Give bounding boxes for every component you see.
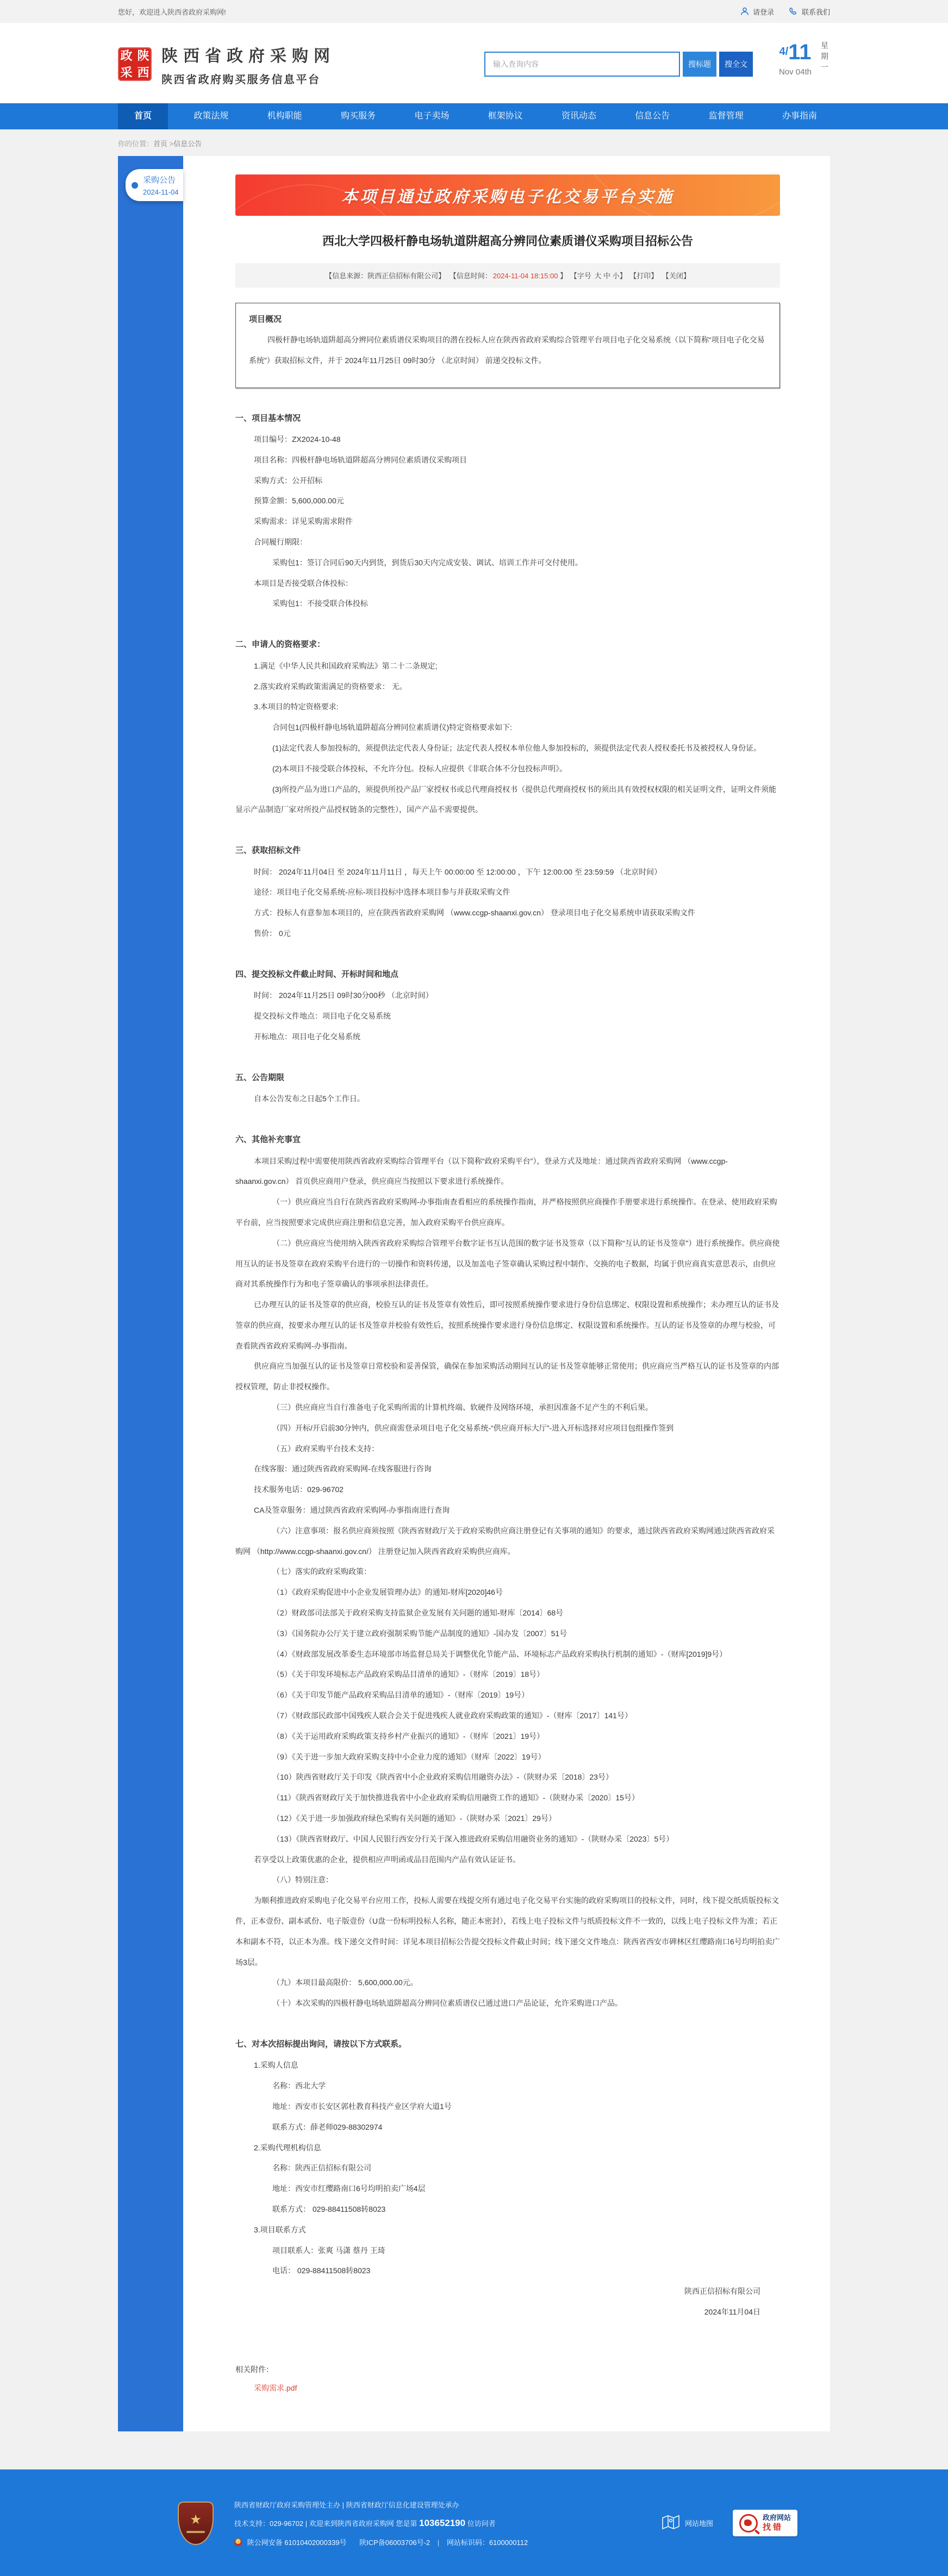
content-line: 时间： 2024年11月04日 至 2024年11月11日 ，每天上午 00:00:00 至 12:00:00 ，下午 12:00:00 至 23:59:59 （北京时间） bbox=[254, 867, 662, 876]
content-line: (3)所投产品为进口产品的，须提供所投产品厂家授权书或总代理商授权书（提供总代理商授权书的须出具有效授权权限的相关证明文件，证明文件须能显示产品制造厂家对所投产品授权链条的完整性），国产产品不需要提供。 bbox=[235, 784, 777, 814]
public-security-badge-icon bbox=[234, 2538, 242, 2546]
search-fulltext-button[interactable]: 搜全文 bbox=[719, 52, 753, 77]
breadcrumb-home-link[interactable]: 首页 bbox=[153, 140, 168, 148]
content-line: 项目名称：四极杆静电场轨道阱超高分辨同位素质谱仪采购项目 bbox=[254, 455, 467, 464]
attachments-section bbox=[235, 2364, 780, 2393]
category-tag-title: 采购公告 bbox=[143, 176, 176, 185]
section-heading: 七、对本次招标提出询问，请按以下方式联系。 bbox=[235, 2039, 407, 2049]
section-heading: 五、公告期限 bbox=[235, 1072, 285, 1082]
content-line: （1）《政府采购促进中小企业发展管理办法》的通知-财库[2020]46号 bbox=[272, 1588, 503, 1597]
footer-organizer-line: 陕西省财政厅政府采购管理处主办 | 陕西省财政厅信息化建设管理处承办 bbox=[234, 2500, 459, 2509]
content-line: （12）《关于进一步加强政府绿色采购有关问题的通知》-（陕财办采〔2021〕29号） bbox=[272, 1814, 556, 1823]
content-line: （四）开标/开启前30分钟内，供应商需登录项目电子化交易系统-“供应商开标大厅”-进入开标选择对应项目包组操作签到 bbox=[272, 1423, 674, 1432]
content-line: 联系方式：薛老师029-88302974 bbox=[272, 2122, 383, 2131]
section-heading: 三、获取招标文件 bbox=[235, 846, 301, 856]
visitor-count: 103652190 bbox=[419, 2517, 466, 2528]
meta-font-suffix: 】 bbox=[619, 272, 627, 280]
content-line: （五）政府采购平台技术支持： bbox=[272, 1444, 379, 1453]
content-line: 为顺利推进政府采购电子化交易平台应用工作，投标人需要在线提交所有通过电子化交易平台实施的政府采购项目的投标文件，同时，线下提交纸质版投标文件，正本壹份、副本贰份、电子版壹份（U盘一份标明投标人名称，随正本密封），若线上电子投标文件与纸质投标文件不一致的，以线上电子投标文件为准；若正本和副本不符，以正本为准。线下递交文件时间：详见本项目招标公告提交投标文件截止时间；线下递交文件地点：陕西省西安市碑林区红缨路南口6号均明拍卖广场3层。 bbox=[235, 1896, 780, 1967]
section-heading: 六、其他补充事宜 bbox=[235, 1135, 301, 1145]
date-english: Nov 04th bbox=[778, 67, 812, 77]
search-title-button[interactable]: 搜标题 bbox=[683, 52, 716, 77]
print-button[interactable]: 【打印】 bbox=[629, 272, 658, 280]
logo-char: 政 bbox=[120, 48, 133, 63]
content-line: 2024年11月04日 bbox=[704, 2307, 760, 2317]
project-overview-box bbox=[235, 303, 780, 388]
content-line: （4）《财政部发展改革委生态环境部市场监督总局关于调整优化节能产品、环境标志产品政府采购执行机制的通知》-（财库[2019]9号） bbox=[272, 1649, 727, 1658]
nav-item-1[interactable]: 政策法规 bbox=[194, 111, 229, 121]
category-sidebar bbox=[118, 156, 183, 2431]
date-day: 11 bbox=[788, 40, 812, 64]
nav-item-9[interactable]: 办事指南 bbox=[782, 111, 817, 121]
content-line: 采购包1：签订合同后90天内到货，到货后30天内完成安装、调试、培训工作并可交付使用。 bbox=[272, 558, 583, 567]
section-heading: 四、提交投标文件截止时间、开标时间和地点 bbox=[235, 969, 399, 979]
content-line: CA及签章服务：通过陕西省政府采购网-办事指南进行查询 bbox=[254, 1506, 450, 1515]
site-header bbox=[0, 23, 948, 103]
gov-site-badge-line2: 找错 bbox=[762, 2522, 783, 2532]
content-line: （10）陕西省财政厅关于印发《陕西省中小企业政府采购信用融资办法》-（陕财办采〔2018〕23号） bbox=[272, 1773, 613, 1782]
content-line: 3.本项目的特定资格要求: bbox=[254, 702, 339, 712]
content-line: 技术服务电话：029-96702 bbox=[254, 1485, 344, 1494]
content-line: 在线客服：通过陕西省政府采购网-在线客服进行咨询 bbox=[254, 1464, 432, 1474]
nav-item-5[interactable]: 框架协议 bbox=[488, 111, 523, 121]
nav-item-7[interactable]: 信息公告 bbox=[635, 111, 670, 121]
meta-time-value: 2024-11-04 18:15:00 bbox=[492, 272, 558, 280]
gov-site-error-report-badge[interactable] bbox=[733, 2510, 797, 2536]
content-line: （7）《财政部民政部中国残疾人联合会关于促进残疾人就业政府采购政策的通知》-（财库〔2017〕141号） bbox=[272, 1711, 632, 1720]
gov-site-badge-line1: 政府网站 bbox=[762, 2513, 791, 2522]
content-line: 方式：投标人有意参加本项目的，应在陕西省政府采购网 （www.ccgp-shaanxi.gov.cn） 登录项目电子化交易系统申请获取采购文件 bbox=[254, 908, 695, 918]
content-line: （八）特别注意： bbox=[272, 1875, 333, 1885]
nav-item-2[interactable]: 机构职能 bbox=[267, 111, 302, 121]
emblem-star-icon: ★ bbox=[190, 2512, 202, 2527]
attachment-pdf-link[interactable]: 采购需求.pdf bbox=[254, 2383, 297, 2392]
font-size-small-button[interactable]: 小 bbox=[612, 272, 620, 280]
content-line: 本项目是否接受联合体投标： bbox=[254, 578, 353, 588]
logo-char: 西 bbox=[137, 65, 149, 79]
meta-font-label: 【字号 bbox=[570, 272, 594, 280]
content-line: 3.项目联系方式 bbox=[254, 2225, 306, 2234]
nav-item-0[interactable]: 首页 bbox=[118, 103, 168, 129]
content-line: 地址：西安市长安区郭杜教育科技产业区学府大道1号 bbox=[272, 2102, 452, 2111]
weekday-label: 星期一 bbox=[820, 41, 829, 74]
breadcrumb-label: 你的位置： bbox=[118, 140, 154, 148]
category-tag[interactable] bbox=[126, 169, 183, 201]
content-line: （8）《关于运用政府采购政策支持乡村产业振兴的通知》-（财库〔2021〕19号） bbox=[272, 1731, 545, 1741]
content-line: 电话： 029-88411508转8023 bbox=[272, 2266, 371, 2275]
content-line: （9）《关于进一步加大政府采购支持中小企业力度的通知》（财库〔2022〕19号） bbox=[272, 1752, 546, 1761]
login-label: 请登录 bbox=[752, 8, 774, 16]
nav-item-8[interactable]: 监督管理 bbox=[708, 111, 744, 121]
content-line: （七）落实的政府采购政策： bbox=[272, 1567, 371, 1576]
meta-time-label: 【信息时间： bbox=[449, 272, 492, 280]
project-overview-title: 项目概况 bbox=[249, 315, 282, 324]
search-input[interactable] bbox=[484, 52, 680, 77]
logo-char: 陕 bbox=[137, 48, 149, 63]
content-line: 名称：陕西正信招标有限公司 bbox=[272, 2163, 371, 2173]
main-nav bbox=[0, 103, 948, 129]
footer-record-line bbox=[234, 2537, 662, 2547]
logo-char: 采 bbox=[120, 65, 133, 79]
content-line: （三）供应商应当自行准备电子化采购所需的计算机终端、软硬件及网络环境，承担因准备不足产生的不利后果。 bbox=[272, 1403, 653, 1412]
content-line: 自本公告发布之日起5个工作日。 bbox=[254, 1094, 365, 1103]
content-line: 陕西正信招标有限公司 bbox=[684, 2287, 760, 2296]
content-line: （六）注意事项：报名供应商须按照《陕西省财政厅关于政府采购供应商注册登记有关事项的通知》的要求，通过陕西省政府采购网通过陕西省政府采购网 （http://www.ccgp-shaanxi.gov.cn/） 注册登记加入陕西省政府采购供应商库。 bbox=[235, 1526, 775, 1556]
content-line: 预算金额：5,600,000.00元 bbox=[254, 496, 344, 506]
site-name: 陕西省政府采购网 bbox=[161, 47, 335, 65]
login-link[interactable] bbox=[740, 7, 774, 17]
meta-source: 【信息来源：陕西正信招标有限公司】 bbox=[325, 272, 446, 280]
footer-support-suffix: 位访问者 bbox=[465, 2519, 496, 2528]
content-line: 途径：项目电子化交易系统-应标-项目投标中选择本项目参与并获取采购文件 bbox=[254, 888, 510, 897]
map-icon bbox=[662, 2515, 679, 2531]
content-line: （一）供应商应当自行在陕西省政府采购网-办事指南查看相应的系统操作指南，并严格按照供应商操作手册要求进行系统操作。在登录、使用政府采购平台前，应当按照要求完成供应商注册和信息完善，加入政府采购平台供应商库。 bbox=[235, 1197, 777, 1227]
content-line: 采购包1：不接受联合体投标 bbox=[272, 599, 368, 608]
content-line: 名称：西北大学 bbox=[272, 2081, 326, 2091]
content-card bbox=[118, 156, 830, 2431]
font-size-medium-button[interactable]: 中 bbox=[603, 272, 610, 280]
platform-banner-text: 本项目通过政府采购电子化交易平台实施 bbox=[341, 188, 674, 206]
breadcrumb-separator: > bbox=[167, 140, 174, 148]
content-line: 时间： 2024年11月25日 09时30分00秒 （北京时间） bbox=[254, 991, 433, 1000]
attachments-label: 相关附件： bbox=[235, 2365, 273, 2374]
content-line: 地址：西安市红缨路南口6号均明拍卖广场4层 bbox=[272, 2184, 426, 2193]
content-line: 供应商应当加强互认的证书及签章日常校验和妥善保管，确保在参加采购活动期间互认的证书及签章能够正常使用；供应商应当严格互认的证书及签章的内部授权管理，防止非授权操作。 bbox=[235, 1362, 779, 1392]
nav-item-3[interactable]: 购买服务 bbox=[340, 111, 376, 121]
content-line: （13）《陕西省财政厅、中国人民银行西安分行关于深入推进政府采购信用融资业务的通知》-（陕财办采〔2023〕5号） bbox=[272, 1834, 674, 1843]
content-line: 合同履行期限： bbox=[254, 538, 307, 547]
emblem-bar bbox=[186, 2531, 205, 2533]
article-meta-bar bbox=[235, 263, 780, 288]
content-line: 采购需求：详见采购需求附件 bbox=[254, 517, 353, 526]
topbar bbox=[0, 0, 948, 23]
project-overview-text: 四极杆静电场轨道阱超高分辨同位素质谱仪采购项目的潜在投标人应在陕西省政府采购综合管理平台项目电子化交易系统（以下简称“项目电子化交易系统”）获取招标文件，并于 2024年11月25日 09时30分 （北京时间） 前递交投标文件。 bbox=[249, 335, 765, 365]
content-line: （二）供应商应当使用纳入陕西省政府采购综合管理平台数字证书互认范围的数字证书及签章（以下简称“互认的证书及签章”）进行系统操作。供应商使用互认的证书及签章在政府采购平台进行的一切操作和资料传递，以及加盖电子签章确认采购过程中制作、交换的电子数据，均属于供应商真实意思表示，由供应商对其系统操作行为和电子签章确认的事项承担法律责任。 bbox=[235, 1238, 780, 1289]
content-line: 合同包1(四极杆静电场轨道阱超高分辨同位素质谱仪)特定资格要求如下: bbox=[272, 723, 512, 732]
content-line: （5）《关于印发环境标志产品政府采购品目清单的通知》-（财库〔2019〕18号） bbox=[272, 1670, 545, 1679]
gov-site-error-logo-icon bbox=[739, 2514, 758, 2533]
footer-separator: | bbox=[437, 2538, 440, 2547]
platform-banner bbox=[235, 174, 780, 216]
gongan-record-link[interactable]: 陕公网安备 61010402000339号 bbox=[247, 2538, 347, 2547]
content-line: 1.采购人信息 bbox=[254, 2061, 298, 2070]
article-body bbox=[235, 408, 780, 2323]
site-subtitle: 陕西省政府购买服务信息平台 bbox=[161, 73, 321, 86]
footer-support-line bbox=[234, 2518, 662, 2529]
category-tag-date: 2024-11-04 bbox=[143, 188, 179, 196]
content-line: (1)法定代表人参加投标的，须提供法定代表人身份证；法定代表人授权本单位他人参加投标的，须提供法定代表人授权委托书及被授权人身份证。 bbox=[272, 743, 762, 752]
content-line: 已办理互认的证书及签章的供应商，校验互认的证书及签章有效性后，即可按照系统操作要求进行身份信息绑定、权限设置和系统操作；未办理互认的证书及签章的供应商，按要求办理互认的证书及签章并校验有效性后，按照系统操作要求进行身份信息绑定、权限设置和系统操作。互认的证书及签章的办理与校验，可查看陕西省政府采购网-办事指南。 bbox=[235, 1300, 779, 1350]
content-line: 售价： 0元 bbox=[254, 929, 291, 938]
content-line: (2)本项目不接受联合体投标，不允许分包。投标人应提供《非联合体不分包投标声明》。 bbox=[272, 764, 567, 773]
content-line: （11）《陕西省财政厅关于加快推进我省中小企业政府采购信用融资工作的通知》-（陕财办采〔2020〕15号） bbox=[272, 1793, 639, 1802]
user-icon bbox=[740, 7, 749, 16]
phone-icon bbox=[789, 7, 798, 16]
content-line: 项目联系人：张爽 马潇 蔡丹 王琦 bbox=[272, 2246, 385, 2255]
breadcrumb bbox=[118, 129, 830, 156]
sitemap-label: 网站地图 bbox=[684, 2519, 713, 2528]
welcome-text: 您好，欢迎进入陕西省政府采购网! bbox=[118, 8, 226, 16]
content-line: 2.采购代理机构信息 bbox=[254, 2143, 321, 2152]
page-title: 西北大学四极杆静电场轨道阱超高分辨同位素质谱仪采购项目招标公告 bbox=[322, 234, 693, 248]
content-line: 采购方式：公开招标 bbox=[254, 476, 322, 485]
content-line: （九）本项目最高限价： 5,600,000.00元。 bbox=[272, 1978, 418, 1987]
contact-label: 联系我们 bbox=[801, 8, 830, 16]
article bbox=[183, 156, 830, 2431]
meta-time-suffix: 】 bbox=[558, 272, 567, 280]
content-line: 项目编号：ZX2024-10-48 bbox=[254, 435, 341, 444]
finance-emblem-badge bbox=[178, 2502, 214, 2545]
content-line: （3）《国务院办公厅关于建立政府强制采购节能产品制度的通知》-国办发〔2007〕51号 bbox=[272, 1629, 567, 1638]
breadcrumb-current-link[interactable]: 信息公告 bbox=[173, 140, 202, 148]
site-logo[interactable] bbox=[118, 47, 152, 81]
date-widget bbox=[779, 41, 830, 87]
close-button[interactable]: 【关闭】 bbox=[662, 272, 690, 280]
content-line: 若享受以上政策优惠的企业，提供相应声明函或品目范围内产品有效认证证书。 bbox=[254, 1855, 520, 1864]
sitemap-link[interactable] bbox=[662, 2515, 713, 2531]
content-line: 联系方式： 029-88411508转8023 bbox=[272, 2205, 386, 2214]
contact-link[interactable] bbox=[789, 7, 830, 17]
content-line: （十）本次采购的四极杆静电场轨道阱超高分辨同位素质谱仪已通过进口产品论证，允许采购进口产品。 bbox=[272, 1999, 622, 2008]
icp-record-link[interactable]: 陕ICP备06003706号-2 bbox=[359, 2538, 431, 2547]
site-code: 网站标识码：6100000112 bbox=[446, 2538, 528, 2547]
section-heading: 一、项目基本情况 bbox=[235, 413, 301, 423]
content-line: 1.满足《中华人民共和国政府采购法》第二十二条规定; bbox=[254, 661, 438, 670]
font-size-large-button[interactable]: 大 bbox=[594, 272, 602, 280]
content-line: （2）财政部司法部关于政府采购支持监狱企业发展有关问题的通知-财库〔2014〕68号 bbox=[272, 1608, 564, 1618]
nav-item-4[interactable]: 电子卖场 bbox=[414, 111, 450, 121]
content-line: 开标地点：项目电子化交易系统 bbox=[254, 1032, 360, 1041]
date-month: 4/ bbox=[779, 46, 789, 58]
nav-item-6[interactable]: 资讯动态 bbox=[561, 111, 596, 121]
content-line: （6）《关于印发节能产品政府采购品目清单的通知》-（财库〔2019〕19号） bbox=[272, 1691, 529, 1700]
content-line: 2.落实政府采购政策需满足的资格要求： 无。 bbox=[254, 682, 407, 691]
content-line: 提交投标文件地点：项目电子化交易系统 bbox=[254, 1012, 391, 1021]
footer-support-prefix: 技术支持：029-96702 | 欢迎来到陕西省政府采购网 您是第 bbox=[234, 2519, 419, 2528]
section-heading: 二、申请人的资格要求： bbox=[235, 640, 326, 650]
content-line: 本项目采购过程中需要使用陕西省政府采购综合管理平台（以下简称“政府采购平台”），登录方式及地址：通过陕西省政府采购网 （www.ccgp-shaanxi.gov.cn） 首页供应商用户登录，供应商应当按照以下要求进行系统操作。 bbox=[235, 1156, 728, 1186]
site-footer bbox=[0, 2469, 948, 2576]
